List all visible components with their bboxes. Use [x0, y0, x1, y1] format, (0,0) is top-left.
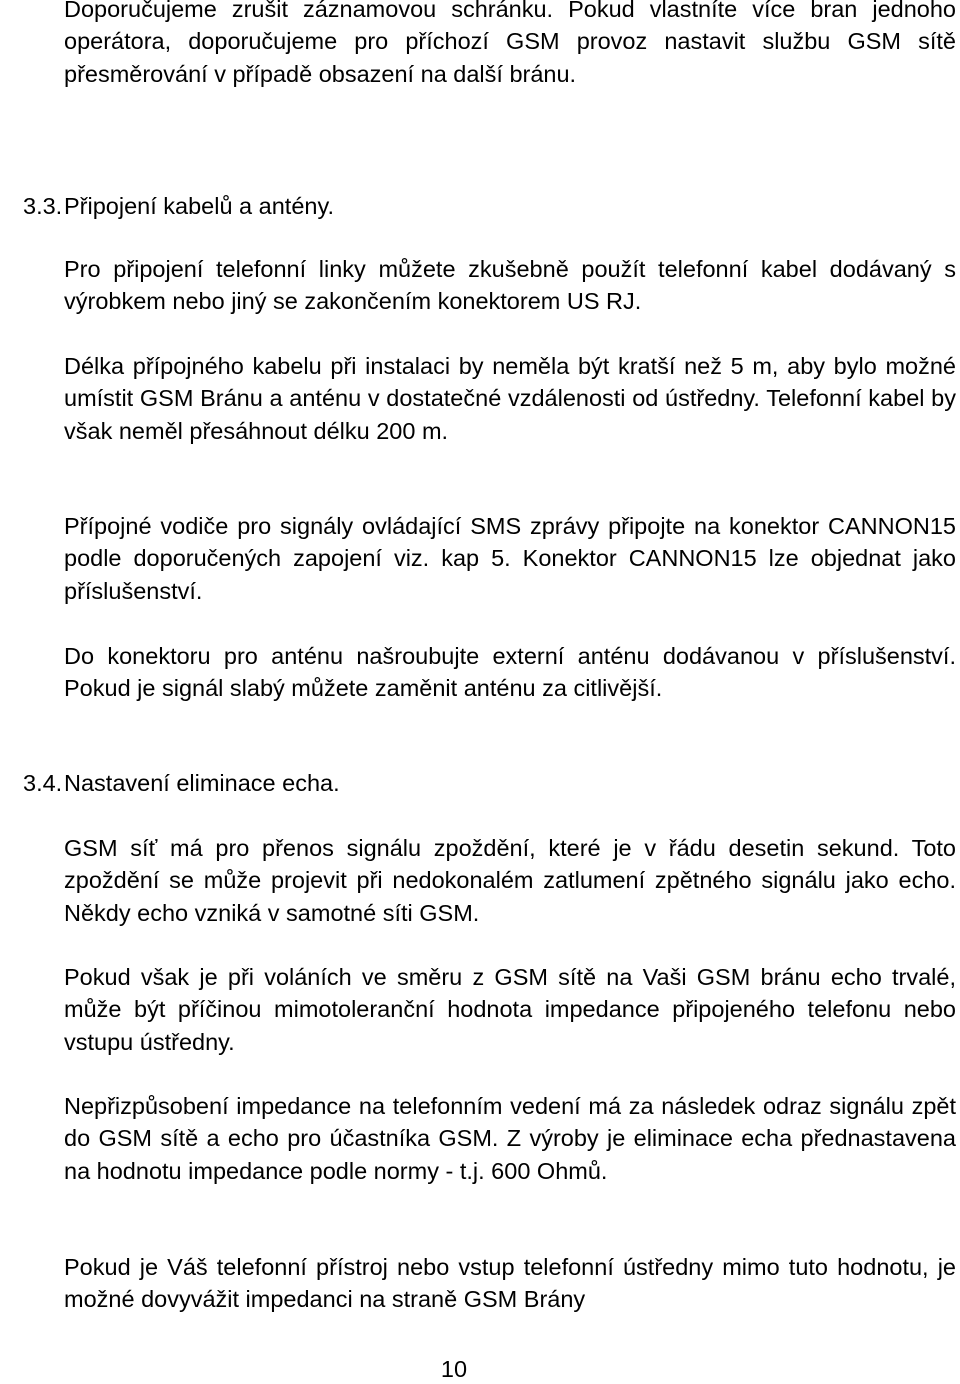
section-number: 3.3. [23, 193, 63, 219]
page-number: 10 [440, 1356, 468, 1382]
paragraph-impedance: Nepřizpůsobení impedance na telefonním vedení má za následek odraz signálu zpět do GSM sítě a echo pro účastníka GSM. Z výroby je eliminace echa přednastavena na hodnotu impedance podle normy - t.j. 600 Ohmů. [64, 1093, 956, 1184]
section-heading-3-4 [23, 767, 340, 799]
section-title: Připojení kabelů a antény. [64, 193, 334, 219]
paragraph-sms-wires: Přípojné vodiče pro signály ovládající SMS zprávy připojte na konektor CANNON15 podle doporučených zapojení viz. kap 5. Konektor CANNON15 lze objednat jako příslušenství. [64, 513, 956, 604]
section-heading-3-3 [23, 190, 334, 222]
paragraph-gsm-delay: GSM síť má pro přenos signálu zpoždění, které je v řádu desetin sekund. Toto zpoždění se může projevit při nedokonalém zatlumení zpětného signálu jako echo. Někdy echo vzniká v samotné síti GSM. [64, 835, 956, 926]
paragraph-phone-cable: Pro připojení telefonní linky můžete zkušebně použít telefonní kabel dodávaný s výrobkem nebo jiný se zakončením konektorem US RJ. [64, 256, 956, 315]
paragraph-echo-cause: Pokud však je při voláních ve směru z GSM sítě na Vaši GSM bránu echo trvalé, může být příčinou mimotoleranční hodnota impedance připojeného telefonu nebo vstupu ústředny. [64, 964, 956, 1055]
paragraph-antenna: Do konektoru pro anténu našroubujte externí anténu dodávanou v příslušenství. Pokud je signál slabý můžete zaměnit anténu za citlivější. [64, 643, 956, 702]
section-title: Nastavení eliminace echa. [64, 770, 340, 796]
section-number: 3.4. [23, 770, 63, 796]
paragraph-impedance-adjust: Pokud je Váš telefonní přístroj nebo vstup telefonní ústředny mimo tuto hodnotu, je možné dovyvážit impedanci na straně GSM Brány [64, 1254, 956, 1313]
paragraph-echo-recording: Doporučujeme zrušit záznamovou schránku. Pokud vlastníte více bran jednoho operátora, doporučujeme pro příchozí GSM provoz nastavit službu GSM sítě přesměrování v případě obsazení na další bránu. [64, 0, 956, 87]
paragraph-cable-length: Délka přípojného kabelu při instalaci by neměla být kratší než 5 m, aby bylo možné umístit GSM Bránu a anténu v dostatečné vzdálenosti od ústředny. Telefonní kabel by však neměl přesáhnout délku 200 m. [64, 353, 956, 444]
